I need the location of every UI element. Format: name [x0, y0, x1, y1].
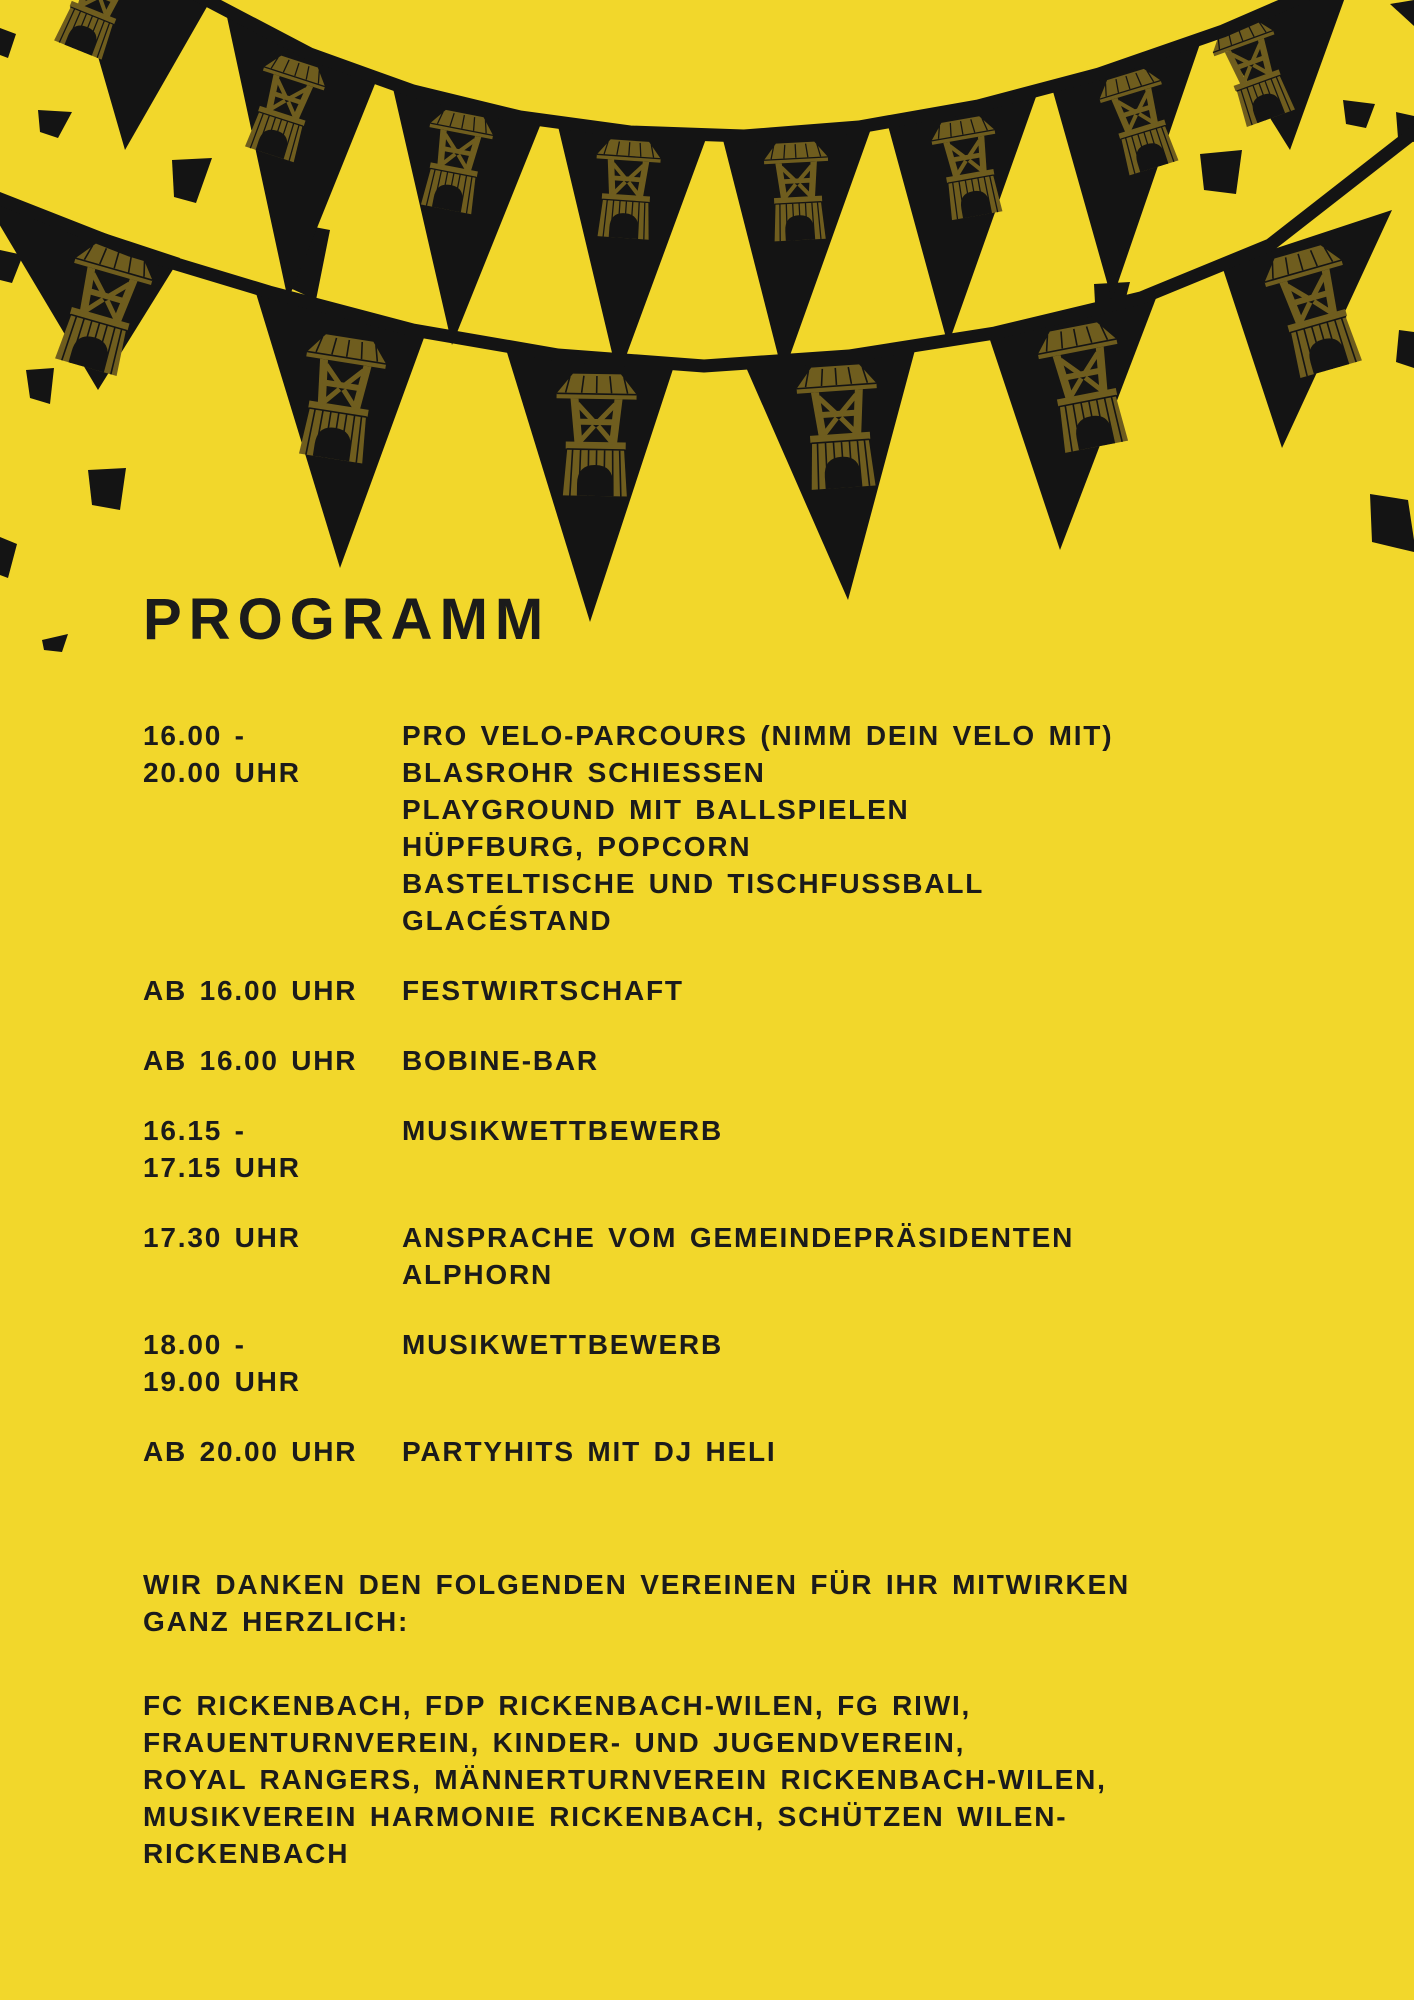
schedule-entry	[143, 1042, 1323, 1079]
schedule-entry	[143, 717, 1323, 939]
activity-line: GLACÉSTAND	[402, 905, 613, 936]
clubs-list	[143, 1687, 1323, 1872]
confetti-piece	[0, 28, 16, 58]
lower-bunting	[0, 128, 1414, 622]
schedule-activities	[402, 1219, 1323, 1293]
activity-line: PRO VELO-PARCOURS (NIMM DEIN VELO MIT)	[402, 720, 1114, 751]
confetti-piece	[1390, 0, 1414, 26]
activity-line: BOBINE-BAR	[402, 1045, 599, 1076]
time-line: AB 20.00 UHR	[143, 1436, 358, 1467]
activity-line: ALPHORN	[402, 1259, 554, 1290]
thanks-line: WIR DANKEN DEN FOLGENDEN VEREINEN FÜR IHR MITWIRKEN	[143, 1569, 1131, 1600]
schedule-activities	[402, 1326, 1323, 1400]
club-line: FC RICKENBACH, FDP RICKENBACH-WILEN, FG RIWI,	[143, 1690, 972, 1721]
schedule-time	[143, 1112, 402, 1186]
activity-line: FESTWIRTSCHAFT	[402, 975, 684, 1006]
program-content	[143, 587, 1323, 1872]
club-line: FRAUENTURNVEREIN, KINDER- UND JUGENDVEREIN,	[143, 1727, 966, 1758]
pennant-flag	[722, 126, 872, 375]
club-line: MUSIKVEREIN HARMONIE RICKENBACH, SCHÜTZEN WILEN-	[143, 1801, 1068, 1832]
schedule-entry	[143, 972, 1323, 1009]
schedule-activities	[402, 717, 1323, 939]
time-line: 20.00 UHR	[143, 757, 301, 788]
schedule-entry	[143, 1219, 1323, 1293]
time-line: AB 16.00 UHR	[143, 975, 358, 1006]
time-line: AB 16.00 UHR	[143, 1045, 358, 1076]
schedule-activities	[402, 1112, 1323, 1186]
activity-line: HÜPFBURG, POPCORN	[402, 831, 752, 862]
pennant-flag	[505, 346, 675, 622]
schedule-activities	[402, 972, 1323, 1009]
schedule-time	[143, 717, 402, 939]
activity-line: MUSIKWETTBEWERB	[402, 1115, 723, 1146]
time-line: 16.00 -	[143, 720, 246, 751]
schedule-time	[143, 1042, 402, 1079]
time-line: 17.30 UHR	[143, 1222, 301, 1253]
schedule-time	[143, 1219, 402, 1293]
confetti-piece	[42, 634, 68, 652]
activity-line: PARTYHITS MIT DJ HELI	[402, 1436, 777, 1467]
time-line: 19.00 UHR	[143, 1366, 301, 1397]
activity-line: BASTELTISCHE UND TISCHFUSSBALL	[402, 868, 985, 899]
thanks-line: GANZ HERZLICH:	[143, 1606, 410, 1637]
confetti-piece	[1370, 494, 1414, 552]
time-line: 18.00 -	[143, 1329, 246, 1360]
activity-line: PLAYGROUND MIT BALLSPIELEN	[402, 794, 910, 825]
schedule-time	[143, 972, 402, 1009]
schedule-time	[143, 1433, 402, 1470]
schedule-time	[143, 1326, 402, 1400]
thanks-note	[143, 1566, 1323, 1640]
schedule-activities	[402, 1042, 1323, 1079]
pennant-flag	[557, 122, 707, 378]
club-line: ROYAL RANGERS, MÄNNERTURNVEREIN RICKENBACH-WILEN,	[143, 1764, 1107, 1795]
confetti-piece	[0, 537, 17, 578]
pennant-flag	[227, 17, 377, 300]
schedule-entry	[143, 1433, 1323, 1470]
pennant-flag	[0, 192, 180, 390]
pennant-flag	[745, 350, 915, 600]
activity-line: ANSPRACHE VOM GEMEINDEPRÄSIDENTEN	[402, 1222, 1075, 1253]
pennant-flag	[887, 94, 1037, 345]
confetti-piece	[26, 368, 54, 404]
pennant-flag	[48, 0, 212, 150]
confetti-piece	[1396, 330, 1414, 368]
confetti-piece	[38, 110, 72, 138]
confetti-pieces	[0, 0, 1414, 652]
schedule-list	[143, 717, 1323, 1470]
activity-line: MUSIKWETTBEWERB	[402, 1329, 723, 1360]
schedule-activities	[402, 1433, 1323, 1470]
confetti-piece	[1200, 150, 1242, 194]
confetti-piece	[1343, 100, 1375, 128]
schedule-entry	[143, 1326, 1323, 1400]
activity-line: BLASROHR SCHIESSEN	[402, 757, 766, 788]
time-line: 17.15 UHR	[143, 1152, 301, 1183]
pennant-flag	[1222, 210, 1392, 448]
time-line: 16.15 -	[143, 1115, 246, 1146]
confetti-piece	[88, 468, 126, 510]
schedule-entry	[143, 1112, 1323, 1186]
club-line: RICKENBACH	[143, 1838, 350, 1869]
confetti-piece	[172, 158, 212, 203]
page-title: PROGRAMM	[143, 587, 551, 652]
upper-bunting	[48, 0, 1352, 378]
